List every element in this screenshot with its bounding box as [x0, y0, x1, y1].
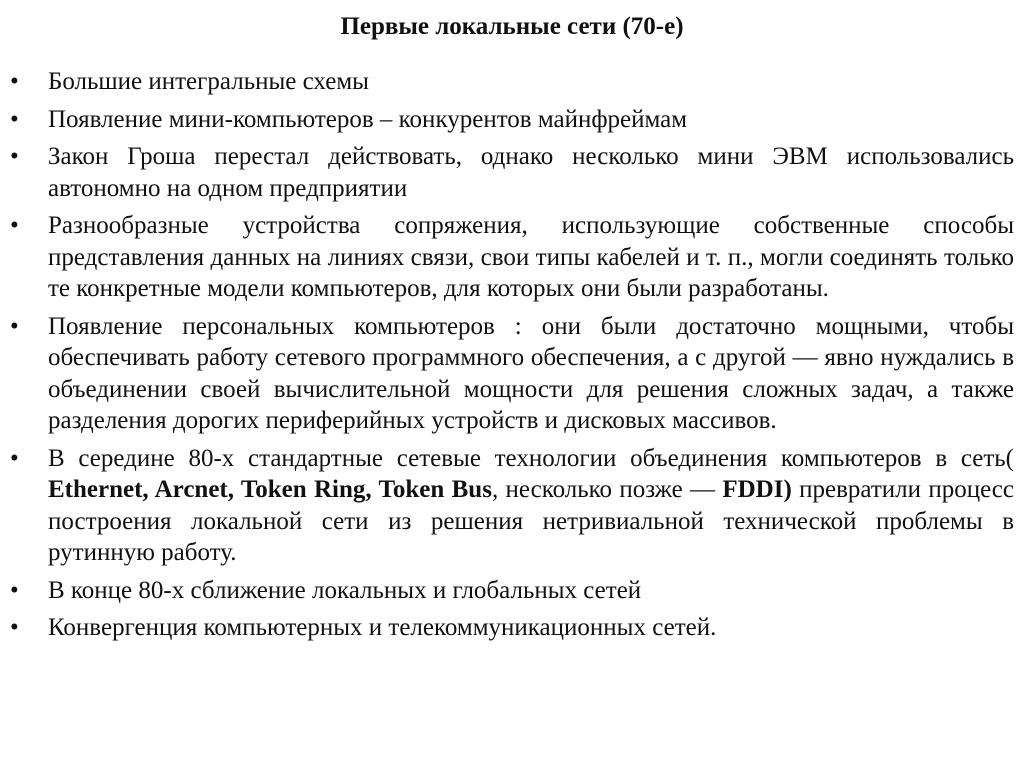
bullet-dot-icon: •	[10, 68, 19, 95]
text-segment: , несколько позже —	[491, 476, 723, 503]
list-item-text: Большие интегральные схемы	[48, 68, 369, 95]
list-item	[8, 311, 1014, 437]
bullet-dot-icon: •	[10, 576, 19, 604]
text-segment: превратили процесс построения локальной сети из решения нетривиальной технической проблемы в рутинную работу.	[48, 476, 1014, 566]
list-item-text	[48, 445, 1014, 567]
slide-title: Первые локальные сети (70-е)	[340, 13, 684, 40]
bullet-dot-icon: •	[10, 105, 19, 133]
bullet-dot-icon: •	[10, 212, 19, 239]
bullet-dot-icon: •	[10, 444, 19, 472]
list-item-text: В конце 80-х сближение локальных и глобальных сетей	[48, 576, 642, 604]
technology-names: Ethernet, Arcnet, Token Ring, Token Bus	[48, 476, 492, 503]
list-item-text: Появление мини-компьютеров – конкурентов майнфреймам	[48, 105, 688, 133]
list-item	[8, 104, 1014, 136]
list-item-text: Разнообразные устройства сопряжения, использующие собственные способы представления данных на линиях связи, свои типы кабелей и т. п., могли соединять только те конкретные модели компьютеров, для которых они были разработаны.	[48, 212, 1014, 302]
list-item-text: Закон Гроша перестал действовать, однако несколько мини ЭВМ использовались автономно на одном предприятии	[48, 143, 1014, 202]
bullet-dot-icon: •	[10, 312, 19, 340]
list-item	[8, 575, 1014, 607]
fddi-name: FDDI)	[722, 476, 792, 503]
bullet-list	[8, 66, 1014, 650]
list-item	[8, 612, 1014, 644]
list-item	[8, 66, 1014, 98]
list-item-text: Конвергенция компьютерных и телекоммуникационных сетей.	[48, 614, 717, 641]
list-item-text: Появление персональных компьютеров : они были достаточно мощными, чтобы обеспечивать работу сетевого программного обеспечения, а с другой — явно нуждались в объединении своей вычислительной мощности для решения сложных задач, а также разделения дорогих периферийных устройств и дисковых массивов.	[48, 312, 1014, 434]
text-segment: В середине 80-х стандартные сетевые технологии объединения компьютеров в сеть(	[48, 444, 1014, 472]
list-item	[8, 443, 1014, 569]
bullet-dot-icon: •	[10, 143, 19, 170]
bullet-dot-icon: •	[10, 614, 19, 641]
list-item	[8, 141, 1014, 204]
list-item	[8, 210, 1014, 305]
